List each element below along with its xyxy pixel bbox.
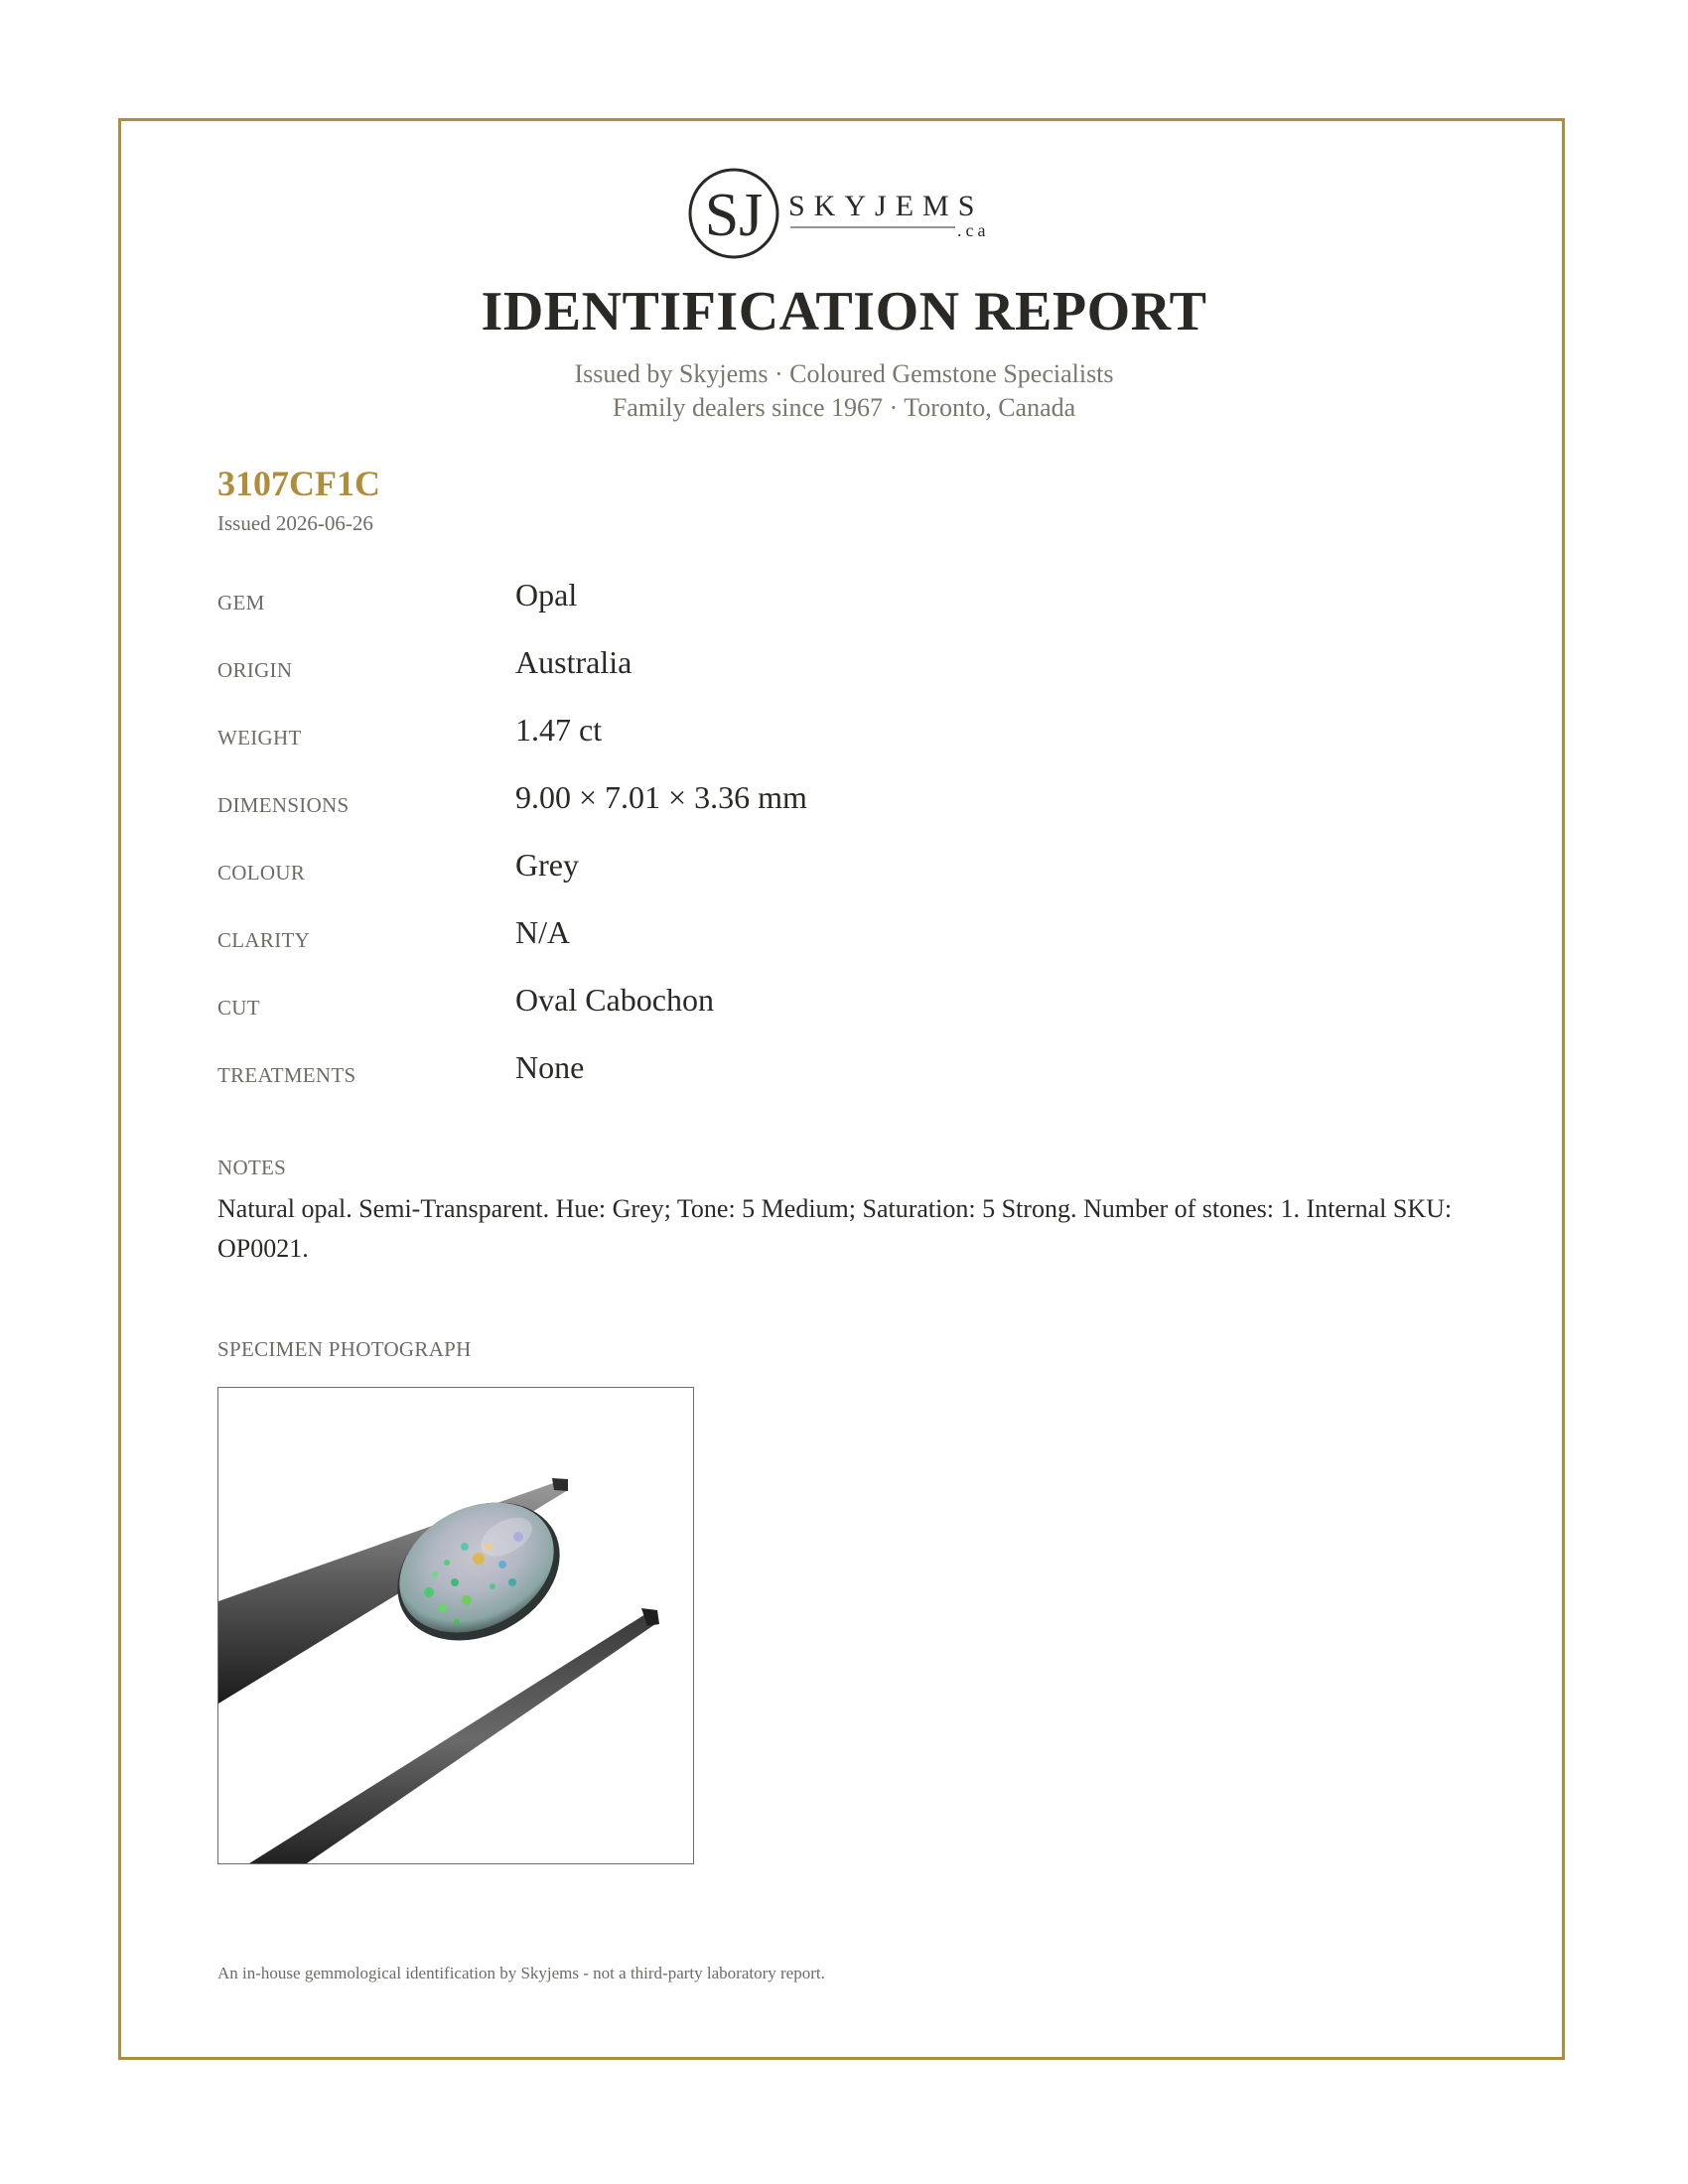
detail-row-treatments — [217, 1049, 1508, 1099]
skyjems-logo — [685, 164, 1013, 263]
disclaimer: An in-house gemmological identification by Skyjems - not a third-party laboratory report. — [217, 1964, 825, 1982]
report-title: IDENTIFICATION REPORT — [481, 281, 1207, 342]
logo-monogram: SJ — [704, 182, 764, 249]
specimen-photograph — [217, 1387, 694, 1864]
detail-label: COLOUR — [217, 861, 306, 885]
issuer-line: Issued by Skyjems · Coloured Gemstone Specialists — [574, 359, 1114, 388]
issue-date: Issued 2026-06-26 — [217, 511, 373, 535]
detail-row-dimensions — [217, 779, 1508, 829]
notes-heading: NOTES — [217, 1156, 287, 1179]
dealer-line: Family dealers since 1967 · Toronto, Canada — [612, 393, 1076, 422]
detail-label: DIMENSIONS — [217, 793, 350, 817]
detail-value: None — [515, 1049, 585, 1085]
detail-row-weight — [217, 712, 1508, 761]
detail-value: Australia — [515, 644, 633, 680]
detail-value: Oval Cabochon — [515, 982, 714, 1018]
detail-label: CLARITY — [217, 928, 311, 952]
detail-row-cut — [217, 982, 1508, 1031]
detail-label: ORIGIN — [217, 658, 293, 682]
detail-value: Grey — [515, 847, 579, 883]
report-number: 3107CF1C — [217, 464, 380, 503]
detail-value: Opal — [515, 577, 578, 613]
photo-heading: SPECIMEN PHOTOGRAPH — [217, 1337, 472, 1361]
detail-value: 9.00 × 7.01 × 3.36 mm — [515, 779, 807, 815]
detail-value: 1.47 ct — [515, 712, 603, 748]
detail-row-gem — [217, 577, 1508, 626]
notes-text: Natural opal. Semi-Transparent. Hue: Grey; Tone: 5 Medium; Saturation: 5 Strong. Number of stones: 1. Internal SKU: OP0021. — [217, 1194, 1453, 1263]
detail-label: GEM — [217, 591, 265, 614]
detail-value: N/A — [515, 914, 571, 950]
detail-row-clarity — [217, 914, 1508, 964]
opal-in-tweezers-image — [218, 1388, 694, 1864]
logo-domain: .ca — [957, 220, 990, 240]
logo-wordmark: SKYJEMS — [788, 190, 984, 222]
detail-label: WEIGHT — [217, 726, 302, 750]
detail-row-colour — [217, 847, 1508, 896]
detail-label: CUT — [217, 996, 260, 1020]
detail-label: TREATMENTS — [217, 1063, 356, 1087]
detail-row-origin — [217, 644, 1508, 694]
